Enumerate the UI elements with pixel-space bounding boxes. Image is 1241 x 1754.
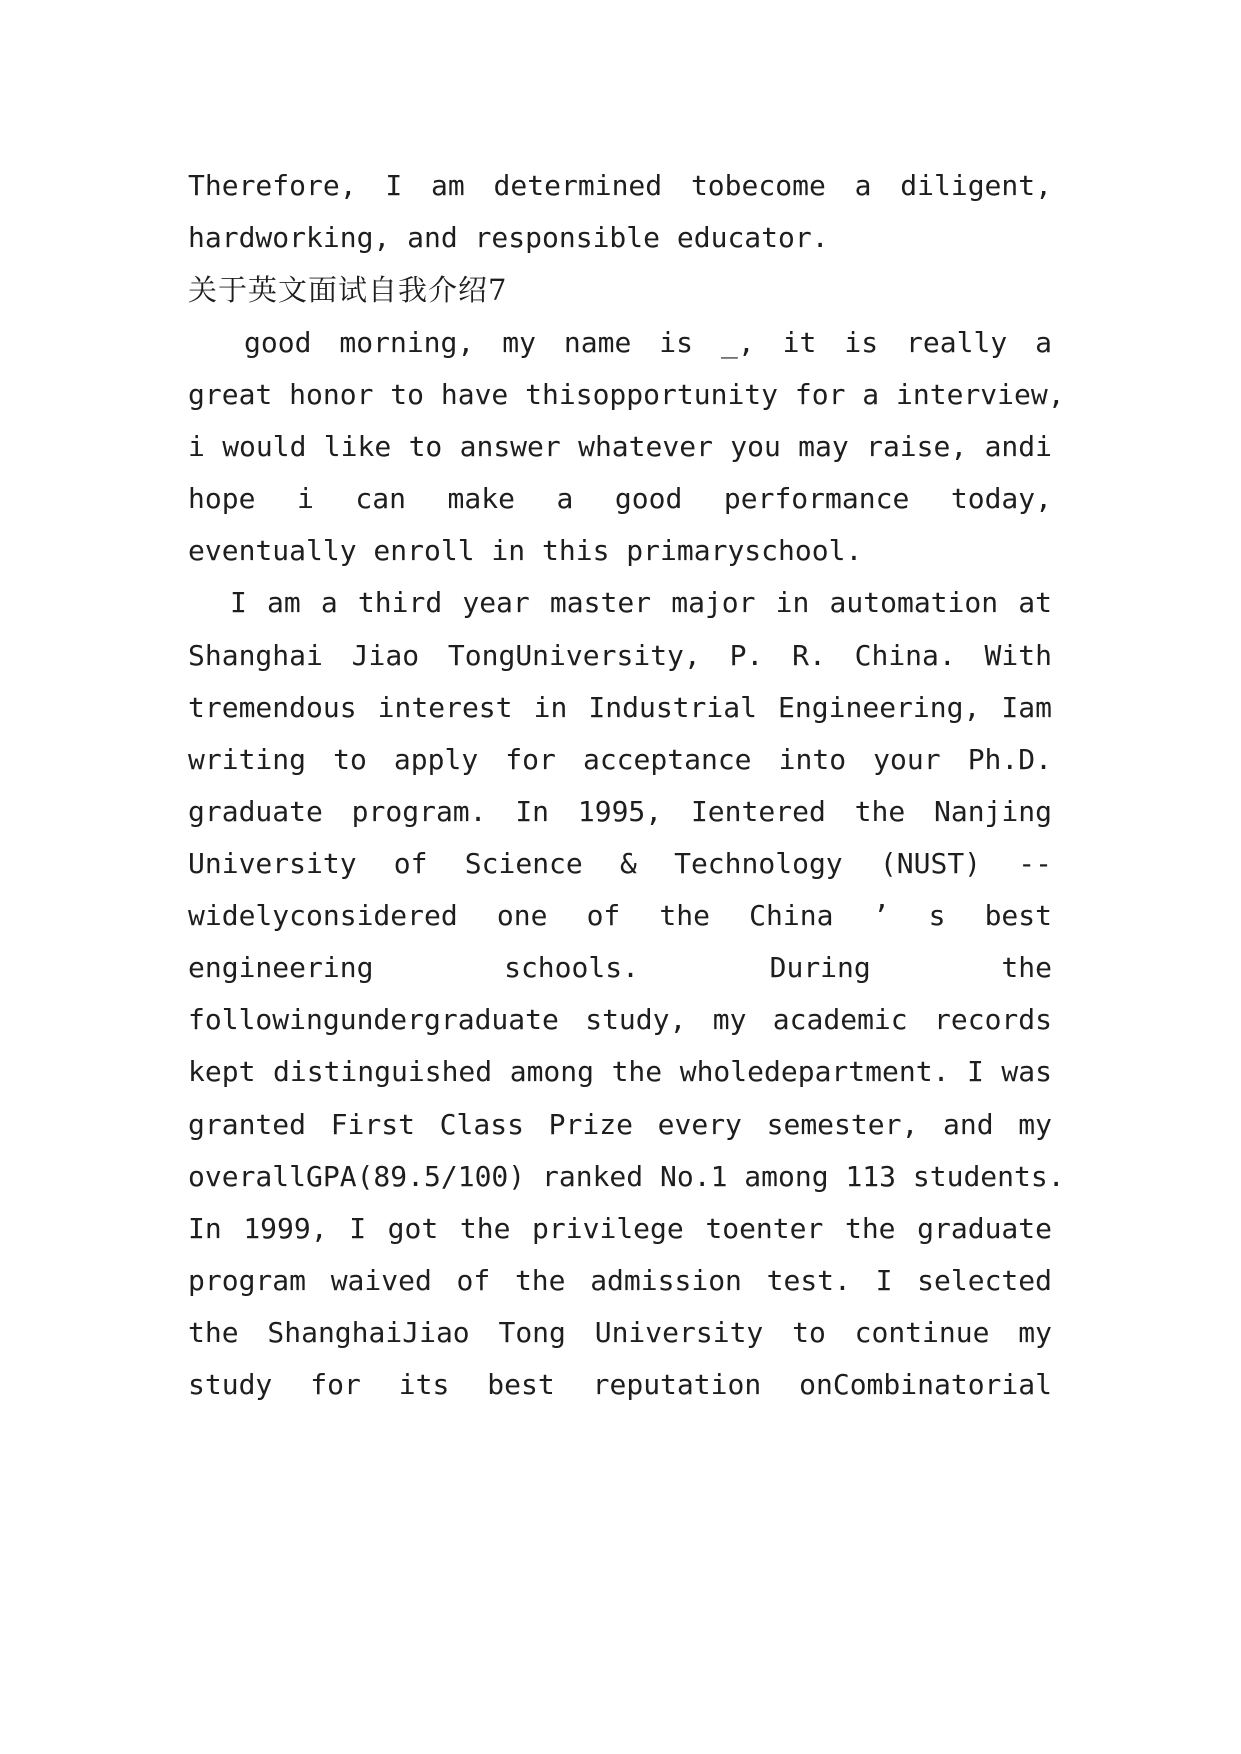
paragraph-line: granted First Class Prize every semester, and my <box>188 1108 1052 1141</box>
paragraph-line: overallGPA(89.5/100) ranked No.1 among 113 students. <box>188 1160 1065 1193</box>
paragraph-line: hardworking, and responsible educator. <box>188 221 829 254</box>
paragraph-line: Therefore, I am determined tobecome a diligent, <box>188 169 1052 202</box>
paragraph-line: eventually enroll in this primaryschool. <box>188 534 863 567</box>
paragraph-line: program waived of the admission test. I selected <box>188 1264 1052 1297</box>
paragraph-line: the ShanghaiJiao Tong University to continue my <box>188 1316 1052 1349</box>
paragraph-line: hope i can make a good performance today, <box>188 482 1052 515</box>
paragraph-line: writing to apply for acceptance into your Ph.D. <box>188 743 1052 776</box>
paragraph-line: study for its best reputation onCombinatorial <box>188 1368 1052 1401</box>
paragraph-line: University of Science & Technology (NUST) -- <box>188 847 1052 880</box>
paragraph-line: great honor to have thisopportunity for a interview, <box>188 378 1065 411</box>
paragraph-line: graduate program. In 1995, Ientered the Nanjing <box>188 795 1052 828</box>
paragraph-line: good morning, my name is _, it is really a <box>244 326 1052 359</box>
paragraph-line: kept distinguished among the wholedepartment. I was <box>188 1055 1052 1088</box>
paragraph-line: In 1999, I got the privilege toenter the graduate <box>188 1212 1052 1245</box>
paragraph-line: Shanghai Jiao TongUniversity, P. R. China. With <box>188 639 1052 672</box>
paragraph-line: i would like to answer whatever you may raise, andi <box>188 430 1052 463</box>
paragraph-line: I am a third year master major in automation at <box>230 586 1052 619</box>
paragraph-line: tremendous interest in Industrial Engineering, Iam <box>188 691 1052 724</box>
paragraph-line: widelyconsidered one of the China ’ s best <box>188 899 1052 932</box>
section-heading: 关于英文面试自我介绍7 <box>188 273 508 307</box>
paragraph-line: followingundergraduate study, my academic records <box>188 1003 1052 1036</box>
paragraph-line: engineering schools. During the <box>188 951 1052 984</box>
